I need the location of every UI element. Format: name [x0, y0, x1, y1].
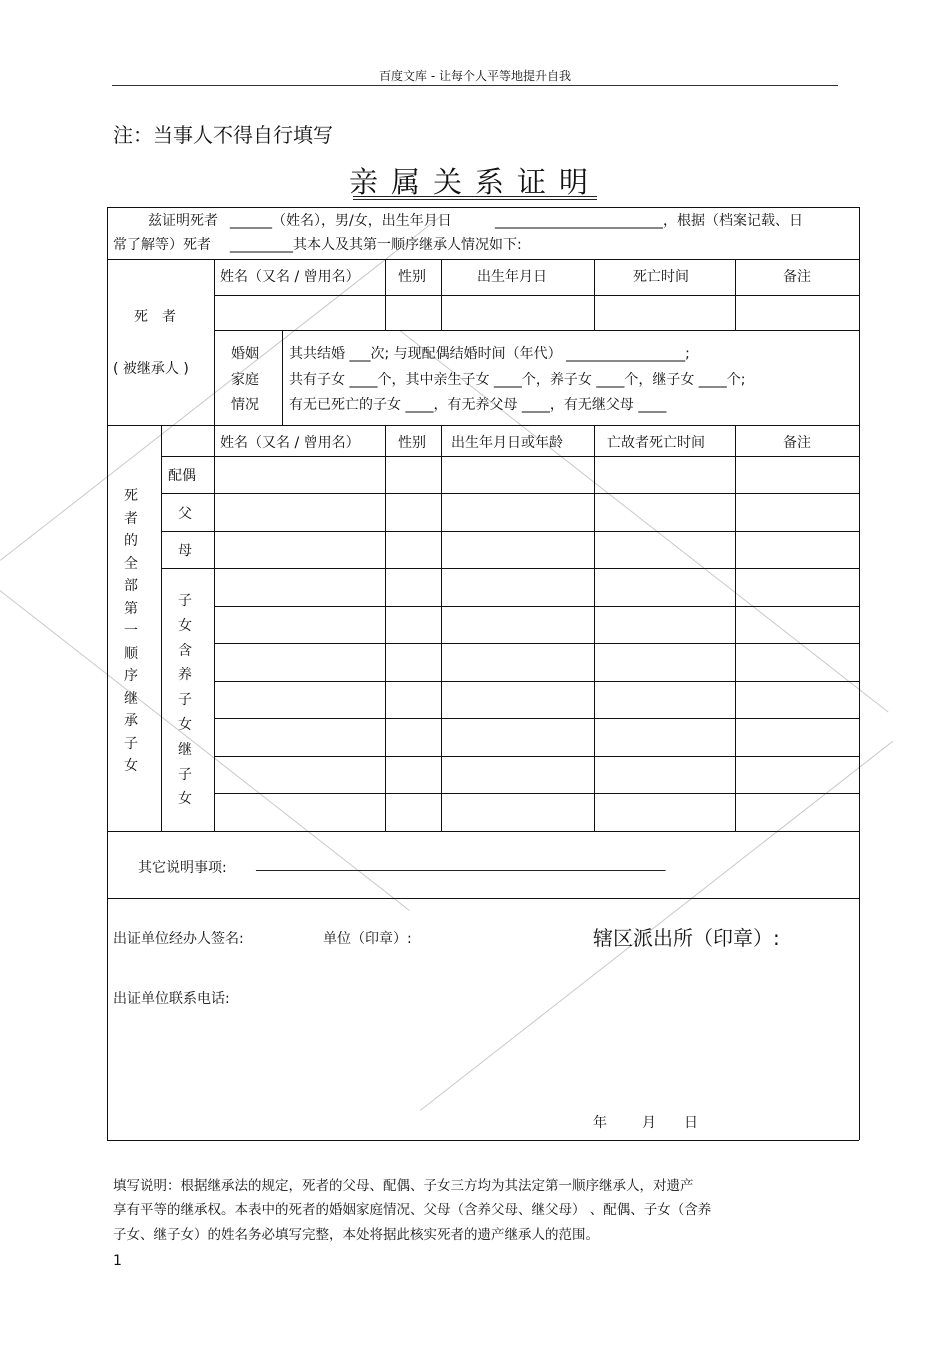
instructions-line: 填写说明：根据继承法的规定，死者的父母、配偶、子女三方均为其法定第一顺序继承人，对遗产: [113, 1178, 694, 1194]
col-divider: [594, 259, 595, 331]
row-divider: [161, 531, 859, 532]
table-border: [107, 1140, 859, 1141]
heirs-side-label: 死者的全部第一顺序继承子女: [124, 488, 138, 774]
intro-text: 常了解等）死者: [113, 237, 211, 253]
row-label-father: 父: [178, 506, 192, 522]
row-divider: [107, 425, 859, 426]
note: 注：当事人不得自行填写: [113, 123, 333, 147]
col-divider: [214, 425, 215, 831]
phone-label: 出证单位联系电话:: [113, 991, 230, 1007]
row-divider: [214, 681, 859, 682]
row-divider: [214, 330, 859, 331]
col-divider: [385, 259, 386, 331]
row-divider: [214, 295, 859, 296]
other-notes-line: _______________________________________________________________: [256, 857, 666, 872]
signer-label: 出证单位经办人签名:: [113, 931, 244, 947]
police-seal-label: 辖区派出所（印章）:: [593, 926, 780, 950]
row-divider: [161, 456, 859, 457]
col-divider: [214, 330, 215, 425]
column-header: 性别: [398, 269, 426, 285]
intro-text: _________其本人及其第一顺序继承人情况如下:: [230, 237, 522, 253]
title-underline: [353, 196, 597, 197]
row-divider: [214, 606, 859, 607]
column-header: 出生年月日: [477, 269, 547, 285]
deceased-sublabel: ( 被继承人 ): [113, 361, 189, 377]
date-month: 月: [642, 1115, 656, 1131]
row-divider: [214, 756, 859, 757]
marriage-line: 共有子女 ____个，其中亲生子女 ____个，养子女 ____个，继子女 ____个;: [289, 372, 746, 388]
column-header: 备注: [783, 435, 811, 451]
instructions-line: 享有平等的继承权。本表中的死者的婚姻家庭情况、父母（含养父母、继父母） 、配偶、子女（含养: [113, 1202, 712, 1218]
children-label: 子女含养子女继子女: [178, 593, 192, 808]
column-header: 姓名（又名 / 曾用名）: [220, 269, 360, 285]
date-year: 年: [593, 1115, 607, 1131]
row-divider: [214, 793, 859, 794]
intro-text: ______（姓名），男/女，出生年月日: [230, 213, 452, 229]
marriage-label: 家庭: [231, 372, 259, 388]
col-divider: [214, 259, 215, 331]
column-header: 性别: [398, 435, 426, 451]
col-divider: [441, 259, 442, 331]
document-title: 亲属关系证明: [348, 165, 601, 199]
date-day: 日: [684, 1115, 698, 1131]
column-header: 亡故者死亡时间: [607, 435, 705, 451]
header-rule: [112, 85, 838, 86]
table-border: [107, 207, 859, 208]
col-divider: [441, 425, 442, 831]
row-divider: [214, 643, 859, 644]
col-divider: [161, 425, 162, 831]
col-divider: [735, 425, 736, 831]
row-divider: [161, 493, 859, 494]
row-label-mother: 母: [178, 543, 192, 559]
col-divider: [282, 330, 283, 425]
marriage-label: 婚姻: [231, 346, 259, 362]
column-header: 死亡时间: [633, 269, 689, 285]
col-divider: [385, 425, 386, 831]
col-divider: [735, 259, 736, 331]
table-border: [859, 207, 860, 1140]
page-number: 1: [113, 1253, 122, 1269]
marriage-label: 情况: [231, 397, 259, 413]
other-notes-label: 其它说明事项:: [138, 860, 227, 876]
row-divider: [214, 718, 859, 719]
row-label-spouse: 配偶: [168, 468, 196, 484]
marriage-line: 其共结婚 ___次; 与现配偶结婚时间（年代） _________________;: [289, 346, 690, 362]
col-divider: [594, 425, 595, 831]
row-divider: [107, 259, 859, 260]
page-header: 百度文库 - 让每个人平等地提升自我: [379, 69, 571, 83]
table-border: [107, 207, 108, 1140]
instructions-line: 子女、继子女）的姓名务必填写完整，本处将据此核实死者的遗产继承人的范围。: [113, 1227, 599, 1243]
deceased-label: 死 者: [134, 309, 176, 325]
intro-text: ________________________，根据（档案记载、日: [495, 213, 803, 229]
row-divider: [161, 568, 859, 569]
intro-text: 兹证明死者: [148, 213, 218, 229]
unit-seal-label: 单位（印章）:: [323, 931, 412, 947]
column-header: 出生年月日或年龄: [451, 435, 563, 451]
row-divider: [107, 898, 859, 899]
column-header: 姓名（又名 / 曾用名）: [220, 435, 360, 451]
row-divider: [107, 831, 859, 832]
title-underline: [353, 199, 597, 200]
column-header: 备注: [783, 269, 811, 285]
marriage-line: 有无已死亡的子女 ____，有无养父母 ____，有无继父母 ____: [289, 397, 667, 413]
